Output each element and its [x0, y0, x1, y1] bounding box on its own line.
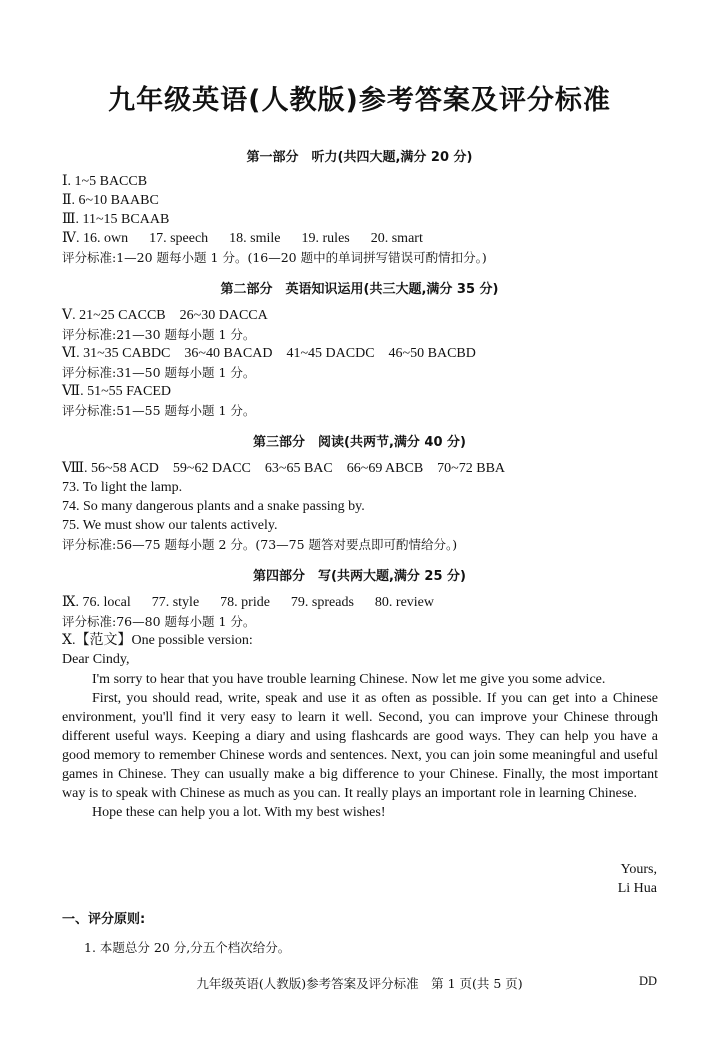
scoring-note: 评分标准:76—80 题每小题 1 分。 [62, 614, 256, 629]
page-footer: 九年级英语(人教版)参考答案及评分标准 第 1 页(共 5 页) [196, 976, 523, 991]
part3-heading: 第三部分 阅读(共两节,满分 40 分) [253, 435, 466, 450]
principles-heading: 一、评分原则: [62, 912, 146, 927]
scoring-note: 评分标准:1—20 题每小题 1 分。(16—20 题中的单词拼写错误可酌情扣分。) [62, 250, 487, 265]
part4-heading: 第四部分 写(共两大题,满分 25 分) [253, 569, 466, 584]
essay-label: Ⅹ.【范文】One possible version: [62, 633, 253, 648]
essay-signature: Li Hua [617, 881, 657, 896]
scoring-note: 评分标准:56—75 题每小题 2 分。(73—75 题答对要点即可酌情给分。) [62, 537, 458, 552]
scoring-note: 评分标准:51—55 题每小题 1 分。 [62, 403, 256, 418]
answer-line: 74. So many dangerous plants and a snake passing by. [62, 499, 365, 514]
answer-line: Ⅰ. 1~5 BACCB [62, 174, 148, 189]
principles-item: 1. 本题总分 20 分,分五个档次给分。 [84, 940, 291, 955]
essay-paragraph: I'm sorry to hear that you have trouble learning Chinese. Now let me give you some advice. [92, 672, 606, 687]
answer-line: Ⅸ. 76. local 77. style 78. pride 79. spreads 80. review [62, 595, 434, 610]
scoring-note: 评分标准:21—30 题每小题 1 分。 [62, 327, 256, 342]
essay-salutation: Dear Cindy, [62, 652, 130, 667]
footer-tag: DD [638, 974, 657, 988]
answer-line: Ⅳ. 16. own 17. speech 18. smile 19. rules 20. smart [62, 231, 423, 246]
part1-heading: 第一部分 听力(共四大题,满分 20 分) [246, 150, 473, 165]
answer-line: Ⅵ. 31~35 CABDC 36~40 BACAD 41~45 DACDC 46~50 BACBD [62, 346, 476, 361]
answer-line: 75. We must show our talents actively. [62, 518, 278, 533]
answer-line: 73. To light the lamp. [62, 480, 183, 495]
answer-line: Ⅲ. 11~15 BCAAB [62, 212, 170, 227]
answer-line: Ⅱ. 6~10 BAABC [62, 193, 159, 208]
essay-paragraph: First, you should read, write, speak and use it as often as possible. If you can get into a Chinese environment, you'll find it very easy to learn it well. Second, you can improve your Chinese through different useful ways. Keeping a diary and using flashcards are good ways. They can help you have a good memory to remember Chinese words and sentences. Next, you can join some meaningful and useful games in Chinese. They can usually make a big difference to your Chinese. Finally, the most important way is to speak with Chinese as much as you can. It really plays an important role in learning Chinese. [62, 691, 658, 801]
essay-paragraph: Hope these can help you a lot. With my best wishes! [92, 805, 386, 820]
answer-line: Ⅷ. 56~58 ACD 59~62 DACC 63~65 BAC 66~69 ABCB 70~72 BBA [62, 461, 506, 476]
part2-heading: 第二部分 英语知识运用(共三大题,满分 35 分) [220, 282, 499, 297]
answer-line: Ⅶ. 51~55 FACED [62, 384, 171, 399]
answer-line: Ⅴ. 21~25 CACCB 26~30 DACCA [62, 308, 268, 323]
scoring-note: 评分标准:31—50 题每小题 1 分。 [62, 365, 256, 380]
essay-closing: Yours, [620, 862, 657, 877]
page-title: 九年级英语(人教版)参考答案及评分标准 [108, 85, 611, 116]
model-essay [62, 670, 658, 822]
